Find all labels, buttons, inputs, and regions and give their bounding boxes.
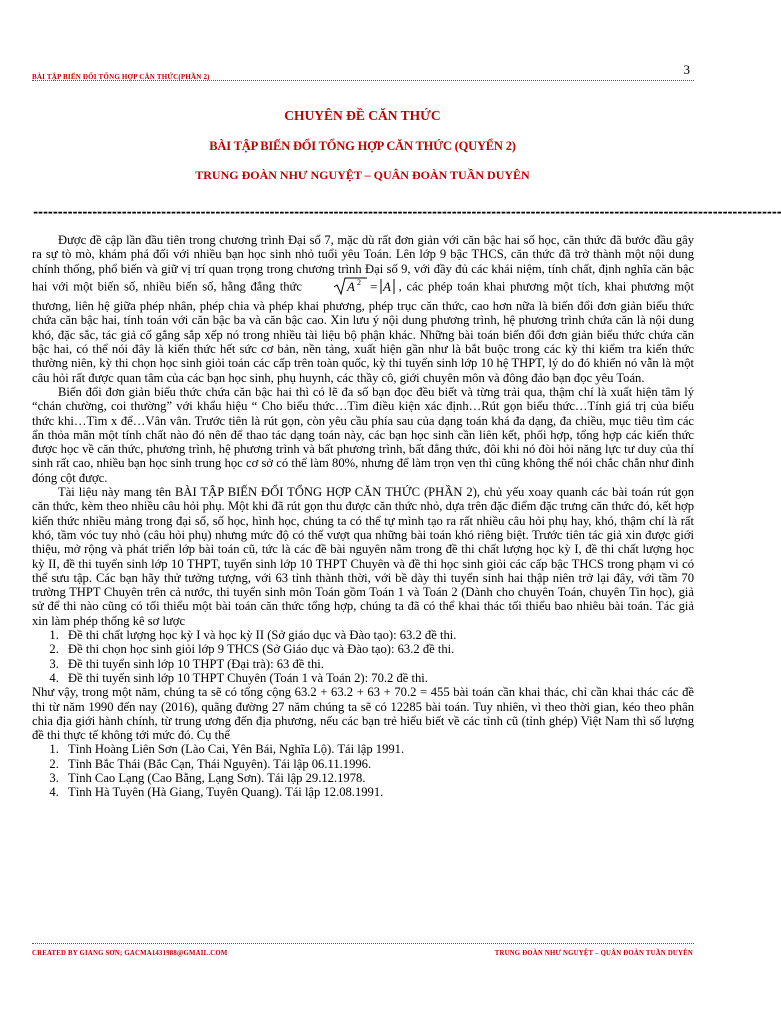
- document-body: [32, 233, 694, 800]
- formula-var-2: A: [382, 278, 391, 294]
- separator-line: --------------------------------------------------------------------------------------------------------------------------------------------------------: [32, 205, 781, 219]
- identity-formula: [307, 276, 399, 299]
- list-item: 3. Đề thi tuyển sinh lớp 10 THPT (Đại trà): 63 đề thi.: [62, 657, 694, 671]
- document-authors: TRUNG ĐOÀN NHƯ NGUYỆT – QUÂN ĐOÀN TUẦN DUYÊN: [195, 168, 530, 182]
- list-item: 1. Đề thi chất lượng học kỳ I và học kỳ II (Sở giáo dục và Đào tạo): 63.2 đề thi.: [62, 628, 694, 642]
- svg-text:=: =: [369, 278, 378, 294]
- footer-rule: [32, 943, 694, 944]
- list-item: 2. Đề thi chọn học sinh giỏi lớp 9 THCS (Sở Giáo dục và Đào tạo): 63.2 đề thi.: [62, 642, 694, 656]
- paragraph-1-part-b: , các phép toán khai phương một tích, khai phương một thương, liên hệ giữa phép nhân, phép chia và phép khai phương, phép trục căn thức, cao hơn nữa là biến đổi đơn giản biểu thức chứa căn bậc hai, tính toán với căn bậc ba và căn bậc cao. Xin lưu ý nội dung phương trình, hệ phương trình chứa căn là nội dung khó, đặc sắc, tác giả cố gắng sắp xếp nó trong nhiều tài liệu bộ phận khác. Những bài toán biến đổi đơn giản biểu thức chứa căn bậc hai, có thể nói đây là kiến thức hết sức cơ bản, nền tảng, xuất hiện gần như là bắt buộc trong các kỳ thi kiểm tra kiến thức thường niên, kỳ thi chọn học sinh giỏi toán các cấp trên toàn quốc, kỳ thi tuyển sinh lớp 10 hệ THPT, lý do đó khiến nó vẫn là một câu hỏi rất được quan tâm của các bạn học sinh, phụ huynh, các thầy cô, giới chuyên môn và đông đảo bạn đọc yêu Toán.: [32, 279, 694, 385]
- paragraph-4: Như vậy, trong một năm, chúng ta sẽ có tổng cộng 63.2 + 63.2 + 63 + 70.2 = 455 bài toán cần khai thác, chỉ cần khai thác các đề thi từ năm 1990 đến nay (2016), quãng đường 27 năm chúng ta sẽ có 12285 bài toán. Tuy nhiên, vì theo thời gian, kéo theo phân chia địa giới hành chính, từ trung ương đến địa phương, nếu các bạn trẻ hiểu biết về các tỉnh cũ (tỉnh ghép) Việt Nam thì số lượng đề thi thực tế không tới mức đó. Cụ thể: [32, 685, 694, 743]
- formula-var-1: A: [346, 278, 355, 294]
- exam-list: [40, 628, 694, 685]
- paragraph-1-part-a: Được đề cập lần đầu tiên trong chương trình Đại số 7, mặc dù rất đơn giản với căn bậc hai số học, căn thức đã bước đầu gây ra sự tò mò, khám phá đối với nhiều bạn học sinh nhỏ tuổi yêu Toán. Lên lớp 9 bậc THCS, căn thức đã trở thành một nội dung chính thống, phổ biến và giữ vị trí quan trọng trong chương trình Đại số 9, với đầy đủ các khái niệm, tính chất, định nghĩa căn bậc hai với một biến số, nhiều biến số, hằng đẳng thức: [32, 233, 694, 294]
- title-block: [0, 108, 725, 183]
- formula-exponent: 2: [356, 277, 361, 287]
- header-title: BÀI TẬP BIẾN ĐỔI TỔNG HỢP CĂN THỨC(PHẦN 2): [32, 73, 210, 81]
- page-header: [32, 62, 694, 84]
- paragraph-3: Tài liệu này mang tên BÀI TẬP BIẾN ĐỔI TỔNG HỢP CĂN THỨC (PHẦN 2), chủ yếu xoay quanh các bài toán rút gọn căn thức, kèm theo nhiều câu hỏi phụ. Một khi đã rút gọn thu được căn thức nhỏ, dựa trên đặc điểm đặc trưng căn thức đó, kết hợp kiến thức nhiều mảng trong đại số, số học, hình học, chúng ta có thể tự mình tạo ra rất nhiều câu hỏi phụ hay, khó, thậm chí là rất khó, tầm vóc tuy nhỏ (câu hỏi phụ) nhưng mức độ có thể vượt qua những bài toán khó riêng biệt. Trước tiên tác giả xin được giới thiệu, mở rộng và phát triển lớp bài toán cũ, tức là các đề bài nguyên nằm trong đề thi chất lượng học kỳ I, đề thi chất lượng học kỳ II, đề thi tuyển sinh lớp 10 THPT, tuyển sinh lớp 10 THPT Chuyên và đề thi học sinh giỏi các cấp bậc THCS trong phạm vi có thể sưu tập. Các bạn hãy thử tưởng tượng, với 63 tỉnh thành thời, với bề dày thi tuyển sinh hai thập niên trở lại đây, với tầm 70 trường THPT Chuyên trên cả nước, thi tuyển sinh môn Toán gồm Toán 1 và Toán 2 (Dành cho chuyên Toán, chuyên Tin học), giả sử để thi nào cũng có tối thiểu một bài toán căn thức tổng hợp, chúng ta đã có thể khai thác tối thiểu bao nhiêu bài toán. Tác giả xin làm phép thống kê sơ lược: [32, 485, 694, 628]
- paragraph-2: Biến đổi đơn giản biểu thức chứa căn bậc hai thì có lẽ đa số bạn đọc đều biết và từng trải qua, thậm chí là xuất hiện tâm lý “chán chường, coi thường” với khẩu hiệu “ Cho biểu thức…Tìm điều kiện xác định…Rút gọn biểu thức…Tính giá trị của biểu thức khi…Tìm x để…Vân vân. Trước tiên là rút gọn, còn yêu cầu phía sau của dạng toán khá đa dạng, đa chiều, mục tiêu tìm các ẩn thỏa mãn một tính chất nào đó nên để thao tác dạng toán này, các bạn học sinh cần liên kết, phối hợp, tổng hợp các kiến thức được học về căn thức, phương trình, hệ phương trình và bất phương trình, bất đẳng thức, đôi khi nó đòi hỏi năng lực tư duy của thí sinh rất cao, nhiều bạn học sinh trung học cơ sở có thể làm 80%, nhưng để làm trọn vẹn thì cũng không thể nói chắc chắn như đinh đóng cột được.: [32, 384, 694, 485]
- document-title: CHUYÊN ĐỀ CĂN THỨC: [284, 108, 441, 123]
- header-rule: [32, 80, 694, 81]
- footer-author: CREATED BY GIANG SƠN; GACMA1431988@GMAIL.COM: [32, 950, 228, 957]
- page-number: 3: [683, 62, 690, 77]
- list-item: 4. Tỉnh Hà Tuyên (Hà Giang, Tuyên Quang). Tái lập 12.08.1991.: [62, 785, 694, 799]
- footer-authors: TRUNG ĐOÀN NHƯ NGUYỆT – QUÂN ĐOÀN TUẦN DUYÊN: [494, 950, 693, 957]
- document-subtitle: BÀI TẬP BIẾN ĐỔI TỔNG HỢP CĂN THỨC (QUYỂN 2): [209, 139, 516, 153]
- list-item: 2. Tỉnh Bắc Thái (Bắc Cạn, Thái Nguyên). Tái lập 06.11.1996.: [62, 757, 694, 771]
- province-list: [40, 742, 694, 799]
- list-item: 1. Tỉnh Hoàng Liên Sơn (Lào Cai, Yên Bái, Nghĩa Lộ). Tái lập 1991.: [62, 742, 694, 756]
- paragraph-1: [32, 233, 694, 385]
- list-item: 4. Đề thi tuyển sinh lớp 10 THPT Chuyên (Toán 1 và Toán 2): 70.2 đề thi.: [62, 671, 694, 685]
- sqrt-abs-formula: [333, 276, 399, 296]
- list-item: 3. Tỉnh Cao Lạng (Cao Bằng, Lạng Sơn). Tái lập 29.12.1978.: [62, 771, 694, 785]
